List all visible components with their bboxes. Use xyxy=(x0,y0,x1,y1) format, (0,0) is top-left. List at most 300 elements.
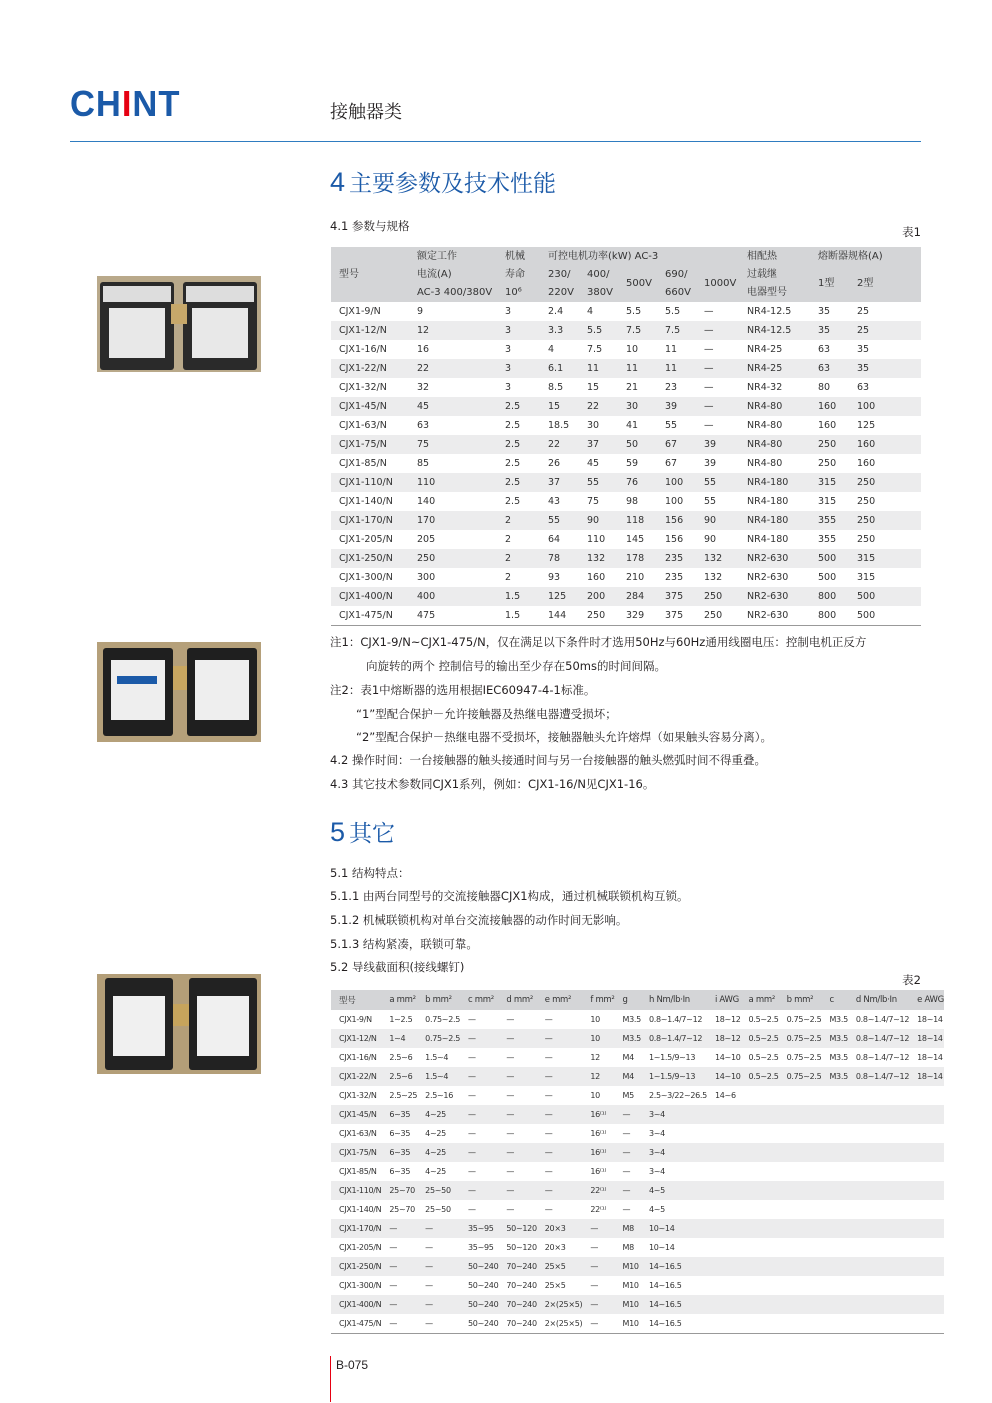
table1-cell: 26 xyxy=(548,458,561,469)
table2-header: h Nm/lb·In xyxy=(641,990,707,1010)
table2-cell xyxy=(909,1295,944,1314)
table1-cell: NR4-12.5 xyxy=(747,306,792,317)
table1-cell: 2.5 xyxy=(497,397,540,416)
table1-cell: 11 xyxy=(579,359,618,378)
table2-cell: M8 xyxy=(622,1243,634,1252)
table2-cell: — xyxy=(506,1015,515,1024)
table2-cell: — xyxy=(389,1281,398,1290)
table2-cell: — xyxy=(544,1015,553,1024)
table2-cell xyxy=(707,1238,741,1257)
table1-cell: 500 xyxy=(849,606,921,625)
table2-cell xyxy=(821,1143,847,1162)
table1-cell: 284 xyxy=(618,587,657,606)
table1-cell: — xyxy=(704,420,714,431)
table1-cell: 300 xyxy=(417,572,436,583)
table1-cell: 30 xyxy=(618,397,657,416)
table1-cell: 156 xyxy=(657,511,696,530)
table1-cell: 2 xyxy=(497,511,540,530)
table2-cell: — xyxy=(506,1205,515,1214)
table2-cell: — xyxy=(468,1053,476,1062)
table2-cell xyxy=(741,1143,779,1162)
table1-cell: 90 xyxy=(579,511,618,530)
table1-cell: 55 xyxy=(579,473,618,492)
table2-cell: — xyxy=(622,1129,631,1138)
table2-cell xyxy=(779,1219,822,1238)
table2-row xyxy=(331,1257,944,1276)
table2-cell xyxy=(848,1295,909,1314)
table2-cell: 4~25 xyxy=(425,1129,446,1138)
table1-cell: 37 xyxy=(540,473,579,492)
table1-cell: NR2-630 xyxy=(747,572,789,583)
table2-cell: 2.5~6 xyxy=(381,1067,417,1086)
table2-cell: 2.5~3/22~26.5 xyxy=(648,1091,707,1100)
table1-cell: 315 xyxy=(849,549,921,568)
table2-cell: — xyxy=(498,1105,536,1124)
table1-cell: 7.5 xyxy=(587,344,603,355)
table2-cell xyxy=(909,1200,944,1219)
table1-cell: 21 xyxy=(626,382,639,393)
table1-cell: 16 xyxy=(417,344,430,355)
table2-cell: 0.75~2.5 xyxy=(779,1067,822,1086)
table1-cell: 3 xyxy=(505,306,512,317)
table2-cell: 22⁽¹⁾ xyxy=(582,1181,614,1200)
table2-header: 型号 xyxy=(331,990,381,1010)
table2-cell xyxy=(741,1238,779,1257)
note-2a: “1”型配合保护－允许接触器及热继电器遭受损坏； xyxy=(356,707,617,721)
table2-cell: 0.5~2.5 xyxy=(748,1053,779,1062)
table2-cell xyxy=(821,1200,847,1219)
table2-cell: — xyxy=(417,1295,460,1314)
table2-cell: 0.5~2.5 xyxy=(741,1067,779,1086)
table2-cell: M10 xyxy=(615,1314,641,1333)
table2-cell: 20×3 xyxy=(537,1219,583,1238)
table2-cell: — xyxy=(582,1219,614,1238)
table2-cell xyxy=(741,1276,779,1295)
table1-cell: CJX1-45/N xyxy=(331,397,409,416)
table1-cell: 2.5 xyxy=(497,473,540,492)
table2-cell: — xyxy=(615,1143,641,1162)
table1-cell: 5.5 xyxy=(665,306,681,317)
table1-cell: 64 xyxy=(548,534,561,545)
table1-cell: NR4-80 xyxy=(739,397,810,416)
table2-cell: 0.75~2.5 xyxy=(786,1053,822,1062)
table1-cell: 250 xyxy=(810,435,849,454)
table2-cell: — xyxy=(498,1181,536,1200)
table2-cell xyxy=(909,1238,944,1257)
table1-cell: 4 xyxy=(587,306,594,317)
table2-cell: 2.5~25 xyxy=(389,1091,418,1100)
table2-cell: — xyxy=(506,1053,515,1062)
table1-cell: 2.5 xyxy=(505,496,521,507)
table1-cell: NR4-12.5 xyxy=(739,321,810,340)
table1-cell: 75 xyxy=(587,496,600,507)
table1-cell: 156 xyxy=(665,534,684,545)
table1-cell: CJX1-32/N xyxy=(339,382,387,393)
table2-cell: M10 xyxy=(615,1295,641,1314)
table2-row xyxy=(331,1086,944,1105)
table2-cell xyxy=(779,1295,822,1314)
table1-cell: CJX1-75/N xyxy=(331,435,409,454)
table1-cell: 800 xyxy=(810,606,849,625)
table2-cell: 18~14 xyxy=(917,1053,943,1062)
table2-cell: — xyxy=(460,1181,498,1200)
table2-cell: 0.75~2.5 xyxy=(786,1015,822,1024)
table1-cell: 3.3 xyxy=(540,321,579,340)
table1-cell: 55 xyxy=(696,473,739,492)
table2-cell xyxy=(707,1276,741,1295)
table1-row xyxy=(331,378,921,397)
table2-cell: 16⁽¹⁾ xyxy=(582,1143,614,1162)
table1-cell: 6.1 xyxy=(540,359,579,378)
table1-cell: 80 xyxy=(818,382,831,393)
table2-cell xyxy=(821,1238,847,1257)
table1-cell: 90 xyxy=(704,534,717,545)
table2-cell: CJX1-75/N xyxy=(331,1143,381,1162)
table1-cell: NR2-630 xyxy=(739,587,810,606)
table1-cell: 7.5 xyxy=(618,321,657,340)
table2-cell xyxy=(848,1105,909,1124)
table1-cell: 200 xyxy=(579,587,618,606)
table1-cell: 30 xyxy=(587,420,600,431)
table2-cell: 4~5 xyxy=(641,1181,707,1200)
table2-cell: — xyxy=(460,1105,498,1124)
table2-cell xyxy=(848,1181,909,1200)
table1-cell: 35 xyxy=(810,321,849,340)
table1-cell: 93 xyxy=(548,572,561,583)
table2-header: d Nm/lb·In xyxy=(848,990,909,1010)
para-5-1-2: 5.1.2 机械联锁机构对单台交流接触器的动作时间无影响。 xyxy=(330,913,628,927)
table2-header: g xyxy=(615,990,641,1010)
table2-cell: 2×(25×5) xyxy=(537,1295,583,1314)
table2-cell xyxy=(821,1314,847,1333)
table2-cell: 14~16.5 xyxy=(648,1281,682,1290)
table2-cell xyxy=(909,1257,944,1276)
table1-cell: — xyxy=(696,397,739,416)
table1-cell: 400 xyxy=(409,587,497,606)
table2-cell: — xyxy=(582,1314,614,1333)
table2-cell: — xyxy=(389,1243,398,1252)
table2-cell: 14~16.5 xyxy=(641,1295,707,1314)
table2-cell xyxy=(779,1314,822,1333)
table1-cell: 250 xyxy=(857,534,876,545)
table2-cell xyxy=(821,1295,847,1314)
table2-header: e mm² xyxy=(537,990,583,1010)
product-photo-2 xyxy=(97,636,261,751)
table1-row xyxy=(331,397,921,416)
table1-cell: 235 xyxy=(657,549,696,568)
table2-row xyxy=(331,1219,944,1238)
table2-cell: — xyxy=(498,1029,536,1048)
subsection-4-1: 4.1 参数与规格 xyxy=(330,219,410,233)
note-2: 注2：表1中熔断器的选用根据IEC60947-4-1标准。 xyxy=(330,683,596,697)
table2-cell: — xyxy=(381,1219,417,1238)
table1-cell: 22 xyxy=(540,435,579,454)
table2-cell: 4~25 xyxy=(417,1143,460,1162)
table2-cell: 50~240 xyxy=(468,1281,499,1290)
table2-cell: — xyxy=(460,1067,498,1086)
table2-cell xyxy=(909,1181,944,1200)
table2-cell: — xyxy=(615,1181,641,1200)
table1-cell: 235 xyxy=(665,572,684,583)
chint-logo: CHINT xyxy=(70,83,181,124)
table2-cell: 25~70 xyxy=(389,1205,415,1214)
table1-cell: 5.5 xyxy=(626,306,642,317)
table2-cell xyxy=(741,1181,779,1200)
category-title: 接触器类 xyxy=(330,102,402,123)
table1-cell: 160 xyxy=(818,420,837,431)
table2-cell xyxy=(909,1219,944,1238)
table2-cell xyxy=(909,1124,944,1143)
table2-cell: 10 xyxy=(582,1029,614,1048)
table2-row xyxy=(331,1124,944,1143)
table2-cell: 0.5~2.5 xyxy=(748,1015,779,1024)
table2-cell: CJX1-9/N xyxy=(339,1015,372,1024)
table2-cell xyxy=(848,1143,909,1162)
table2-cell: — xyxy=(544,1091,553,1100)
table1-cell: 145 xyxy=(626,534,645,545)
table2-cell: — xyxy=(498,1143,536,1162)
table1-cell: 210 xyxy=(626,572,645,583)
table1-cell: NR4-80 xyxy=(739,435,810,454)
table1-cell: 11 xyxy=(665,344,678,355)
table2-cell: 22⁽¹⁾ xyxy=(590,1205,607,1214)
table1-cell: 2.4 xyxy=(548,306,564,317)
table2-cell xyxy=(779,1257,822,1276)
table2-cell: M10 xyxy=(615,1257,641,1276)
table2-cell xyxy=(848,1162,909,1181)
table1-cell: 90 xyxy=(696,511,739,530)
table2-cell xyxy=(909,1276,944,1295)
table2-row xyxy=(331,1029,944,1048)
table1-cell: NR4-25 xyxy=(747,344,783,355)
table2-cell xyxy=(779,1086,822,1105)
table2-cell: 50~240 xyxy=(460,1314,498,1333)
table1-cell: 800 xyxy=(810,587,849,606)
table1-cell: 8.5 xyxy=(548,382,564,393)
table1-cell: 63 xyxy=(810,359,849,378)
table1-cell: 2.5 xyxy=(505,420,521,431)
table2-cell xyxy=(821,1162,847,1181)
table2-cell: CJX1-85/N xyxy=(339,1167,377,1176)
table2-row xyxy=(331,1010,944,1029)
table2-cell: CJX1-205/N xyxy=(339,1243,382,1252)
table1-cell: 100 xyxy=(849,397,921,416)
table1-cell: 43 xyxy=(548,496,561,507)
table2-cell: 3~4 xyxy=(648,1167,665,1176)
table2-cell: 35~95 xyxy=(468,1243,494,1252)
section-4-title: 4 主要参数及技术性能 xyxy=(330,167,557,197)
table2-cell: 2.5~16 xyxy=(425,1091,453,1100)
table2-cell: — xyxy=(381,1257,417,1276)
table2-cell: 0.8~1.4/7~12 xyxy=(641,1029,707,1048)
table2-cell: — xyxy=(468,1091,476,1100)
table2-cell xyxy=(707,1219,741,1238)
table2-cell: — xyxy=(537,1181,583,1200)
table2-cell xyxy=(848,1124,909,1143)
table1-cell: 10 xyxy=(626,344,639,355)
table2-cell: — xyxy=(381,1295,417,1314)
table1-cell: 45 xyxy=(409,397,497,416)
table2-row xyxy=(331,1314,944,1333)
table2-cell: — xyxy=(544,1205,553,1214)
table1-row xyxy=(331,587,921,606)
table2-cell: 50~120 xyxy=(506,1243,537,1252)
table1-cell: 2.5 xyxy=(505,458,521,469)
table2-row xyxy=(331,1276,944,1295)
table1-cell: CJX1-12/N xyxy=(331,321,409,340)
table1-row xyxy=(331,473,921,492)
table2-cell: 1.5~4 xyxy=(417,1067,460,1086)
table1-row xyxy=(331,492,921,511)
table2-cell: — xyxy=(506,1167,515,1176)
table2-cell xyxy=(909,1143,944,1162)
table2-cell xyxy=(707,1181,741,1200)
table1-cell: 59 xyxy=(626,458,639,469)
table1-cell: 500 xyxy=(810,549,849,568)
table2-cell: 16⁽¹⁾ xyxy=(590,1129,607,1138)
table1-row xyxy=(331,454,921,473)
table1-cell: 329 xyxy=(618,606,657,625)
table1-cell: 500 xyxy=(849,587,921,606)
table2-cell xyxy=(848,1219,909,1238)
table2-cell xyxy=(741,1162,779,1181)
table2-cell: — xyxy=(544,1167,553,1176)
table1-cell: 39 xyxy=(696,435,739,454)
table2-cell: 10 xyxy=(590,1091,600,1100)
table1-cell: 250 xyxy=(696,587,739,606)
table1-cell: 118 xyxy=(618,511,657,530)
table2-cell: M3.5 xyxy=(615,1029,641,1048)
table1-cell: 25 xyxy=(857,306,870,317)
table2-row xyxy=(331,1143,944,1162)
table2-cell xyxy=(707,1314,741,1333)
table1-cell: NR4-180 xyxy=(747,534,789,545)
table2-header: a mm² xyxy=(741,990,779,1010)
table1-cell: 15 xyxy=(540,397,579,416)
table1-cell: CJX1-9/N xyxy=(339,306,381,317)
table2-row xyxy=(331,1238,944,1257)
table1-cell: 2 xyxy=(497,549,540,568)
table2-header: b mm² xyxy=(417,990,460,1010)
table1-cell: 45 xyxy=(587,458,600,469)
table2-row xyxy=(331,1048,944,1067)
table2-cell xyxy=(707,1124,741,1143)
header-divider xyxy=(70,141,921,142)
table1-cell: 250 xyxy=(857,496,876,507)
table2-cell xyxy=(848,1257,909,1276)
table1-cell: NR2-630 xyxy=(739,606,810,625)
table2-header: f mm² xyxy=(582,990,614,1010)
table2-cell: 18~14 xyxy=(917,1015,943,1024)
table1-cell: CJX1-250/N xyxy=(331,549,409,568)
table2-cell: — xyxy=(582,1295,614,1314)
table1-cell: 15 xyxy=(587,382,600,393)
table2-cell: — xyxy=(425,1243,433,1252)
table2-cell xyxy=(821,1105,847,1124)
product-photo-1 xyxy=(97,268,261,383)
table2-cell: 6~35 xyxy=(389,1129,411,1138)
table1-cell: CJX1-140/N xyxy=(339,496,393,507)
table1-cell: NR4-32 xyxy=(747,382,783,393)
th-motor-power: 可控电机功率(kW) AC-3 xyxy=(540,247,739,266)
table1-cell: 41 xyxy=(626,420,639,431)
table1-cell: NR2-630 xyxy=(739,549,810,568)
table1-cell: NR4-80 xyxy=(747,458,783,469)
table2-cell: — xyxy=(425,1281,433,1290)
table2-cell xyxy=(741,1314,779,1333)
table1-cell: 132 xyxy=(696,549,739,568)
table2-cell: — xyxy=(417,1314,460,1333)
table2-cell: — xyxy=(544,1129,553,1138)
table1-label: 表1 xyxy=(902,225,921,239)
table1-cell: 67 xyxy=(657,435,696,454)
table2-cell: 6~35 xyxy=(381,1143,417,1162)
table2-cell: 10 xyxy=(590,1015,600,1024)
table2-cell: — xyxy=(468,1129,476,1138)
note-2b: “2”型配合保护－热继电器不受损坏，接触器触头允许熔焊（如果触头容易分离）。 xyxy=(356,730,772,744)
table2-cell: 10~14 xyxy=(648,1243,675,1252)
table2-cell: 1~1.5/9~13 xyxy=(648,1053,696,1062)
table2-cell: 2.5~6 xyxy=(389,1053,413,1062)
table1-cell: 250 xyxy=(696,606,739,625)
table2-cell: 4~5 xyxy=(648,1205,665,1214)
table1-cell: NR4-180 xyxy=(739,511,810,530)
table2-cell xyxy=(779,1238,822,1257)
table1-cell: 250 xyxy=(849,473,921,492)
table2-cell: — xyxy=(582,1257,614,1276)
table1-cell: 85 xyxy=(417,458,430,469)
table1-cell: 125 xyxy=(857,420,876,431)
table2-cell: 18~12 xyxy=(714,1015,741,1024)
table2-cell xyxy=(821,1257,847,1276)
table1-cell: 315 xyxy=(810,473,849,492)
table1-row xyxy=(331,530,921,549)
table1-cell: CJX1-110/N xyxy=(331,473,409,492)
table2-cell: 2×(25×5) xyxy=(537,1314,583,1333)
table1-cell: 110 xyxy=(587,534,606,545)
table2-cell: 3~4 xyxy=(641,1105,707,1124)
table2-cell: CJX1-170/N xyxy=(331,1219,381,1238)
table2-cell: CJX1-250/N xyxy=(331,1257,381,1276)
table2-cell: 14~16.5 xyxy=(641,1314,707,1333)
table2-cell: 14~10 xyxy=(707,1067,741,1086)
table2-cell: 0.8~1.4/7~12 xyxy=(648,1015,703,1024)
table2-cell: 1~2.5 xyxy=(389,1015,413,1024)
table2-header: b mm² xyxy=(779,990,822,1010)
table1-cell: 170 xyxy=(409,511,497,530)
table2-cell xyxy=(779,1124,822,1143)
table2-cell: — xyxy=(537,1029,583,1048)
table2-cell: CJX1-63/N xyxy=(339,1129,377,1138)
table1-cell: CJX1-85/N xyxy=(339,458,387,469)
table2-header: c mm² xyxy=(460,990,498,1010)
table2-cell: 6~35 xyxy=(381,1105,417,1124)
table2-cell: M3.5 xyxy=(829,1053,848,1062)
table2-cell xyxy=(779,1143,822,1162)
table1-row xyxy=(331,359,921,378)
table2-cell: 35~95 xyxy=(460,1219,498,1238)
table2-cell: 70~240 xyxy=(498,1257,536,1276)
table2-cell: 25~70 xyxy=(381,1181,417,1200)
table1-row xyxy=(331,606,921,625)
table1-cell: — xyxy=(704,344,714,355)
table1-cell: 2 xyxy=(505,572,512,583)
table2-cell: — xyxy=(460,1143,498,1162)
table2-cell: — xyxy=(417,1257,460,1276)
table1-cell: 98 xyxy=(626,496,639,507)
table1-cell: NR4-25 xyxy=(739,359,810,378)
table1-row xyxy=(331,511,921,530)
